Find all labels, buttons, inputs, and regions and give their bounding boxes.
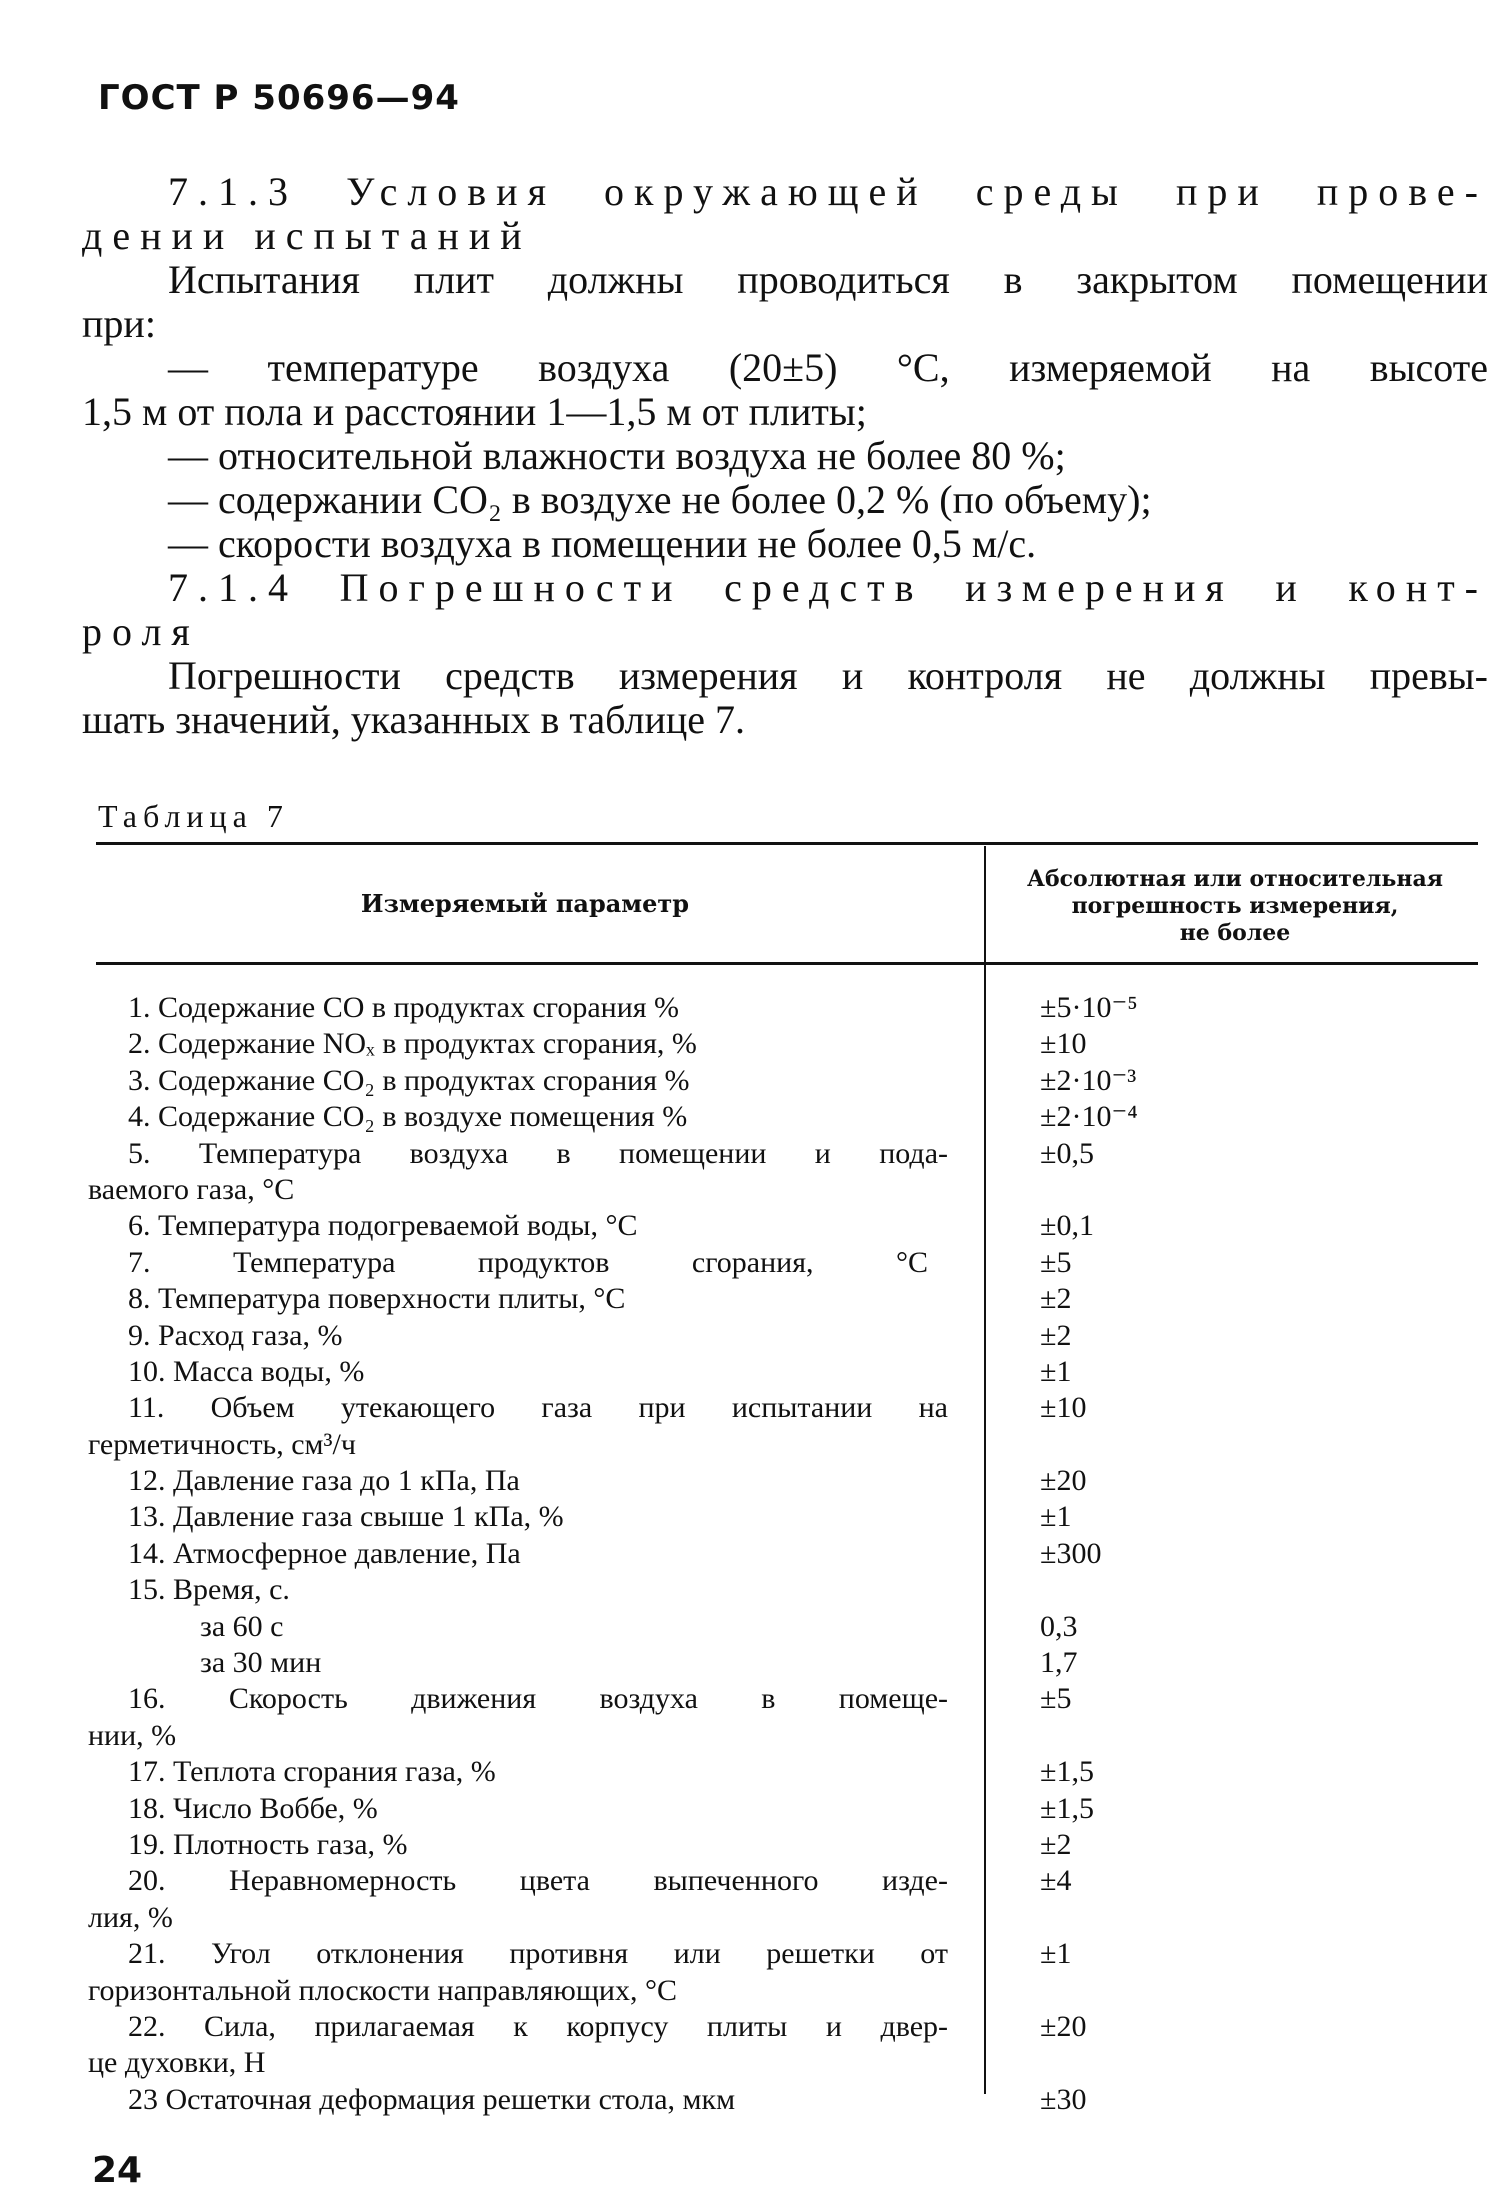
paragraph-line: шать значений, указанных в таблице 7.	[82, 697, 746, 742]
table-cell-value: ±2·10⁻⁴	[1040, 1100, 1138, 1134]
table-cell-value: ±1	[1040, 1937, 1072, 1971]
table-row: 19. Плотность газа, %	[128, 1827, 408, 1861]
table-row-cont: це духовки, Н	[88, 2046, 266, 2080]
section-heading-cont: дении испытаний	[82, 213, 532, 258]
table-row-cont: ваемого газа, °C	[88, 1172, 295, 1206]
table-cell-value: ±20	[1040, 2009, 1087, 2043]
table-row: 16. Скорость движения воздуха в помеще-	[128, 1682, 948, 1716]
column-header-line: погрешность измерения,	[1071, 893, 1399, 919]
paragraph-line: Погрешности средств измерения и контроля не должны превы-	[168, 653, 1488, 698]
table-cell-value: 0,3	[1040, 1609, 1078, 1643]
table-cell-value: ±30	[1040, 2082, 1087, 2116]
table-cell-value: ±5	[1040, 1245, 1072, 1279]
table-value-column	[1040, 990, 1460, 2118]
column-header-error	[990, 866, 1480, 947]
table-row: 23 Остаточная деформация решетки стола, мкм	[128, 2082, 736, 2116]
list-item: — содержании CO₂ в воздухе не более 0,2 % (по объему);	[168, 477, 1152, 522]
section-heading-cont: роля	[82, 609, 200, 654]
table-cell-value: ±1,5	[1040, 1791, 1094, 1825]
section-heading: 7.1.4 Погрешности средств измерения и конт-	[168, 565, 1488, 610]
table-caption: Таблица 7	[98, 798, 289, 834]
table-cell-value	[1040, 1718, 1460, 1754]
table-cell-value: ±0,5	[1040, 1136, 1094, 1170]
table-cell-value: ±300	[1040, 1536, 1102, 1570]
table-row: 8. Температура поверхности плиты, °C	[128, 1282, 626, 1316]
table-row: 12. Давление газа до 1 кПа, Па	[128, 1464, 520, 1498]
paragraph-line: при:	[82, 301, 156, 346]
table-row-cont: нии, %	[88, 1718, 177, 1752]
table-row: 7. Температура продуктов сгорания, °C	[128, 1245, 928, 1279]
table-cell-value: ±2	[1040, 1827, 1072, 1861]
table-cell-value: ±1	[1040, 1500, 1072, 1534]
table-cell-value: ±2	[1040, 1282, 1072, 1316]
table-row: 21. Угол отклонения противня или решетки от	[128, 1937, 948, 1971]
table-row: 11. Объем утекающего газа при испытании на	[128, 1391, 948, 1425]
table-cell-value	[1040, 1572, 1460, 1608]
list-item: — температуре воздуха (20±5) °С, измеряемой на высоте	[168, 345, 1488, 390]
list-item: — скорости воздуха в помещении не более 0,5 м/с.	[168, 521, 1037, 566]
table-cell-value: ±0,1	[1040, 1209, 1094, 1243]
table-row: 15. Время, с.	[128, 1573, 290, 1607]
list-item-cont: 1,5 м от пола и расстоянии 1—1,5 м от плиты;	[82, 389, 867, 434]
table-parameter-column	[88, 990, 948, 2118]
column-header-line: не более	[1179, 920, 1291, 946]
table-row: 13. Давление газа свыше 1 кПа, %	[128, 1500, 564, 1534]
list-item: — относительной влажности воздуха не более 80 %;	[168, 433, 1066, 478]
table-cell-value: 1,7	[1040, 1646, 1078, 1680]
table-row: 6. Температура подогреваемой воды, °C	[128, 1209, 638, 1243]
table-row: 2. Содержание NOₓ в продуктах сгорания, %	[128, 1027, 697, 1061]
table-cell-value: ±1	[1040, 1354, 1072, 1388]
table-cell-value: ±2	[1040, 1318, 1072, 1352]
table-row: 10. Масса воды, %	[128, 1354, 365, 1388]
section-7-1-4	[82, 565, 1488, 742]
section-heading: 7.1.3 Условия окружающей среды при прове-	[168, 169, 1488, 214]
column-header-line: Абсолютная или относительная	[1027, 866, 1443, 892]
table-row: 20. Неравномерность цвета выпеченного изде-	[128, 1864, 948, 1898]
table-cell-value: ±5·10⁻⁵	[1040, 991, 1138, 1024]
table-row: 5. Температура воздуха в помещении и пода-	[128, 1136, 948, 1170]
table-cell-value: ±1,5	[1040, 1755, 1094, 1789]
table-column-divider	[984, 846, 986, 2094]
table-header-rule	[96, 962, 1478, 965]
table-row-cont: горизонтальной плоскости направляющих, °C	[88, 1973, 677, 2007]
section-7-1-3	[82, 169, 1488, 566]
table-row: за 30 мин	[200, 1646, 322, 1680]
column-header-parameter: Измеряемый параметр	[360, 889, 690, 918]
table-row: 14. Атмосферное давление, Па	[128, 1536, 521, 1570]
table-cell-value: ±2·10⁻³	[1040, 1063, 1137, 1097]
table-cell-value: ±10	[1040, 1391, 1087, 1425]
table-cell-value	[1040, 2045, 1460, 2081]
table-row: 17. Теплота сгорания газа, %	[128, 1755, 496, 1789]
table-top-rule	[96, 842, 1478, 845]
page-number: 24	[92, 2150, 143, 2191]
document-header: ГОСТ Р 50696—94	[98, 78, 460, 118]
table-cell-value	[1040, 1172, 1460, 1208]
table-cell-value	[1040, 1973, 1460, 2009]
table-row-cont: лия, %	[88, 1900, 173, 1934]
table-row: 3. Содержание CO₂ в продуктах сгорания %	[128, 1063, 690, 1097]
table-row: 4. Содержание CO₂ в воздухе помещения %	[128, 1100, 688, 1134]
table-cell-value: ±10	[1040, 1027, 1087, 1061]
table-cell-value	[1040, 1427, 1460, 1463]
table-row: 22. Сила, прилагаемая к корпусу плиты и двер-	[128, 2009, 948, 2043]
table-cell-value: ±20	[1040, 1464, 1087, 1498]
table-row: 1. Содержание CO в продуктах сгорания %	[128, 991, 680, 1024]
table-row: 9. Расход газа, %	[128, 1318, 343, 1352]
table-row: 18. Число Воббе, %	[128, 1791, 378, 1825]
table-cell-value: ±5	[1040, 1682, 1072, 1716]
table-row-cont: герметичность, см³/ч	[88, 1427, 356, 1461]
table-cell-value	[1040, 1900, 1460, 1936]
table-cell-value: ±4	[1040, 1864, 1072, 1898]
paragraph-line: Испытания плит должны проводиться в закрытом помещении	[168, 257, 1488, 302]
table-row: за 60 с	[200, 1609, 284, 1643]
